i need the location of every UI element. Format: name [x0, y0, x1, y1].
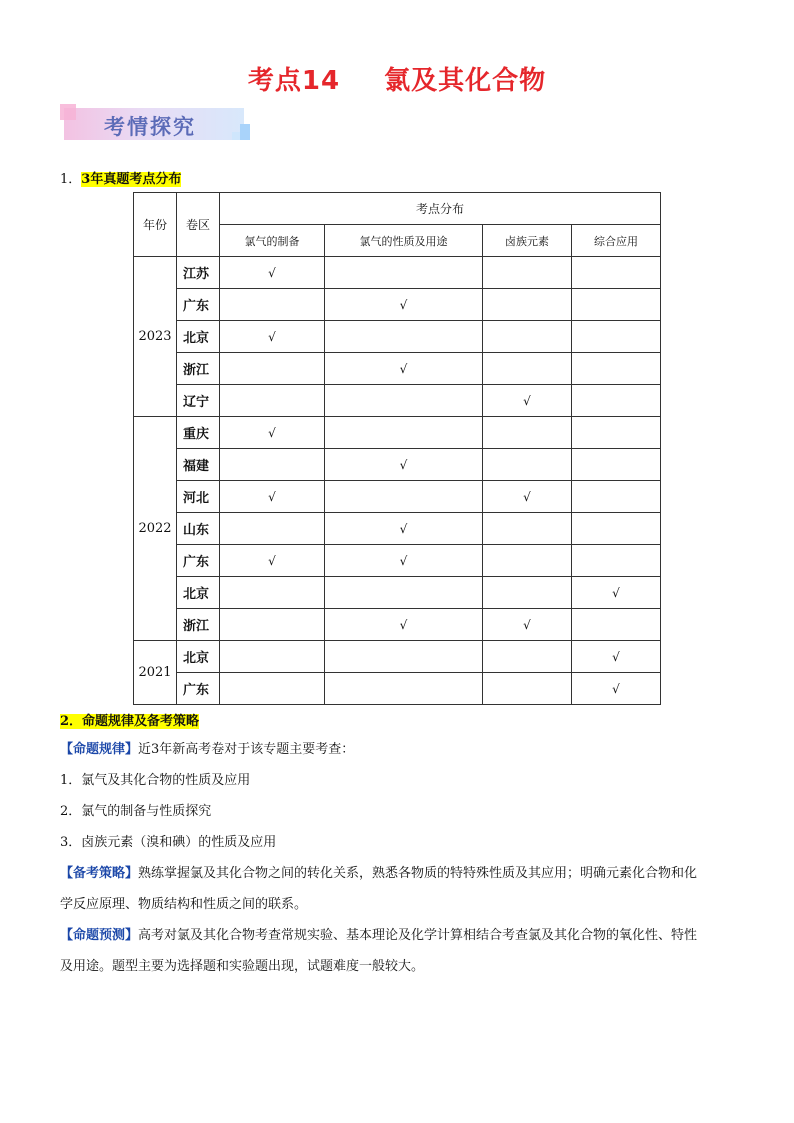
region-cell: 北京 — [177, 641, 220, 673]
check-mark-cell: √ — [572, 673, 661, 705]
section-banner — [60, 104, 250, 144]
section-1-heading — [60, 168, 181, 187]
empty-cell — [572, 609, 661, 641]
header-topic-2: 氯气的性质及用途 — [325, 225, 483, 257]
region-cell: 浙江 — [177, 353, 220, 385]
empty-cell — [572, 513, 661, 545]
section-2-heading — [60, 710, 199, 729]
empty-cell — [572, 321, 661, 353]
header-topic-group: 考点分布 — [220, 193, 661, 225]
region-cell: 广东 — [177, 545, 220, 577]
table-row — [134, 289, 661, 321]
banner-label: 考情探究 — [104, 115, 196, 139]
empty-cell — [220, 641, 325, 673]
year-cell: 2022 — [134, 417, 177, 641]
section-2-num: 2． — [60, 714, 83, 729]
check-mark-cell: √ — [483, 609, 572, 641]
region-cell: 北京 — [177, 577, 220, 609]
region-cell: 山东 — [177, 513, 220, 545]
check-mark-cell: √ — [220, 481, 325, 513]
check-mark-cell: √ — [325, 609, 483, 641]
banner-decor-square — [232, 132, 240, 140]
empty-cell — [325, 673, 483, 705]
empty-cell — [572, 481, 661, 513]
empty-cell — [325, 641, 483, 673]
region-cell: 北京 — [177, 321, 220, 353]
rule-line — [60, 734, 740, 765]
check-mark-cell: √ — [220, 417, 325, 449]
list-item: 1．氯气及其化合物的性质及应用 — [60, 773, 251, 788]
region-cell: 福建 — [177, 449, 220, 481]
header-year: 年份 — [134, 193, 177, 257]
empty-cell — [572, 545, 661, 577]
check-mark-cell: √ — [220, 321, 325, 353]
section-1-num: 1． — [60, 172, 82, 187]
title-topic: 考点14 — [247, 66, 341, 96]
table-row — [134, 641, 661, 673]
check-mark-cell: √ — [325, 545, 483, 577]
empty-cell — [220, 353, 325, 385]
empty-cell — [483, 417, 572, 449]
empty-cell — [220, 673, 325, 705]
check-mark-cell: √ — [325, 449, 483, 481]
section-1-label: 3年真题考点分布 — [81, 172, 182, 187]
region-cell: 广东 — [177, 289, 220, 321]
rule-tag: 【命题规律】 — [60, 742, 139, 757]
strategy-text-1: 熟练掌握氯及其化合物之间的转化关系，熟悉各物质的特特殊性质及其应用；明确元素化合物和化 — [138, 866, 698, 881]
empty-cell — [483, 513, 572, 545]
table-row — [134, 353, 661, 385]
table-row — [134, 609, 661, 641]
header-topic-4: 综合应用 — [572, 225, 661, 257]
empty-cell — [325, 577, 483, 609]
check-mark-cell: √ — [483, 385, 572, 417]
empty-cell — [483, 545, 572, 577]
region-cell: 浙江 — [177, 609, 220, 641]
empty-cell — [220, 289, 325, 321]
table-row — [134, 321, 661, 353]
empty-cell — [220, 513, 325, 545]
header-topic-3: 卤族元素 — [483, 225, 572, 257]
empty-cell — [483, 289, 572, 321]
title-name: 氯及其化合物 — [384, 66, 547, 96]
empty-cell — [483, 577, 572, 609]
forecast-line-2: 及用途。题型主要为选择题和实验题出现，试题难度一般较大。 — [60, 959, 425, 974]
table-row — [134, 545, 661, 577]
section-2-label: 命题规律及备考策略 — [82, 714, 200, 729]
empty-cell — [572, 353, 661, 385]
forecast-text-1: 高考对氯及其化合物考查常规实验、基本理论及化学计算相结合考查氯及其化合物的氧化性、特性 — [138, 928, 698, 943]
empty-cell — [483, 641, 572, 673]
empty-cell — [325, 385, 483, 417]
empty-cell — [325, 321, 483, 353]
region-cell: 江苏 — [177, 257, 220, 289]
check-mark-cell: √ — [325, 513, 483, 545]
check-mark-cell: √ — [220, 257, 325, 289]
table-row — [134, 513, 661, 545]
empty-cell — [483, 353, 572, 385]
exam-distribution-table — [133, 192, 661, 705]
strategy-line-2: 学反应原理、物质结构和性质之间的联系。 — [60, 897, 308, 912]
strategy-line-1 — [60, 858, 740, 889]
table-row — [134, 449, 661, 481]
region-cell: 广东 — [177, 673, 220, 705]
check-mark-cell: √ — [483, 481, 572, 513]
year-cell: 2021 — [134, 641, 177, 705]
empty-cell — [572, 449, 661, 481]
rule-text: 近3年新高考卷对于该专题主要考查： — [138, 742, 355, 757]
empty-cell — [220, 385, 325, 417]
forecast-line-1 — [60, 920, 740, 951]
check-mark-cell: √ — [220, 545, 325, 577]
empty-cell — [572, 289, 661, 321]
strategy-tag: 【备考策略】 — [60, 866, 139, 881]
empty-cell — [325, 417, 483, 449]
region-cell: 重庆 — [177, 417, 220, 449]
table-row — [134, 673, 661, 705]
page-title — [0, 60, 794, 97]
table-row — [134, 481, 661, 513]
empty-cell — [483, 321, 572, 353]
forecast-tag: 【命题预测】 — [60, 928, 139, 943]
empty-cell — [572, 257, 661, 289]
empty-cell — [572, 385, 661, 417]
check-mark-cell: √ — [572, 641, 661, 673]
region-cell: 河北 — [177, 481, 220, 513]
list-item: 2．氯气的制备与性质探究 — [60, 804, 212, 819]
check-mark-cell: √ — [572, 577, 661, 609]
empty-cell — [483, 449, 572, 481]
table-row — [134, 417, 661, 449]
year-cell: 2023 — [134, 257, 177, 417]
empty-cell — [220, 609, 325, 641]
table-row — [134, 385, 661, 417]
check-mark-cell: √ — [325, 353, 483, 385]
empty-cell — [572, 417, 661, 449]
empty-cell — [220, 449, 325, 481]
header-region: 卷区 — [177, 193, 220, 257]
rule-paragraph — [60, 734, 740, 982]
header-topic-1: 氯气的制备 — [220, 225, 325, 257]
banner-decor-square — [60, 104, 76, 120]
table-row — [134, 577, 661, 609]
empty-cell — [325, 481, 483, 513]
check-mark-cell: √ — [325, 289, 483, 321]
empty-cell — [483, 257, 572, 289]
list-item: 3．卤族元素（溴和碘）的性质及应用 — [60, 835, 277, 850]
empty-cell — [483, 673, 572, 705]
table-row — [134, 257, 661, 289]
empty-cell — [325, 257, 483, 289]
banner-decor-square — [240, 124, 250, 140]
region-cell: 辽宁 — [177, 385, 220, 417]
empty-cell — [220, 577, 325, 609]
